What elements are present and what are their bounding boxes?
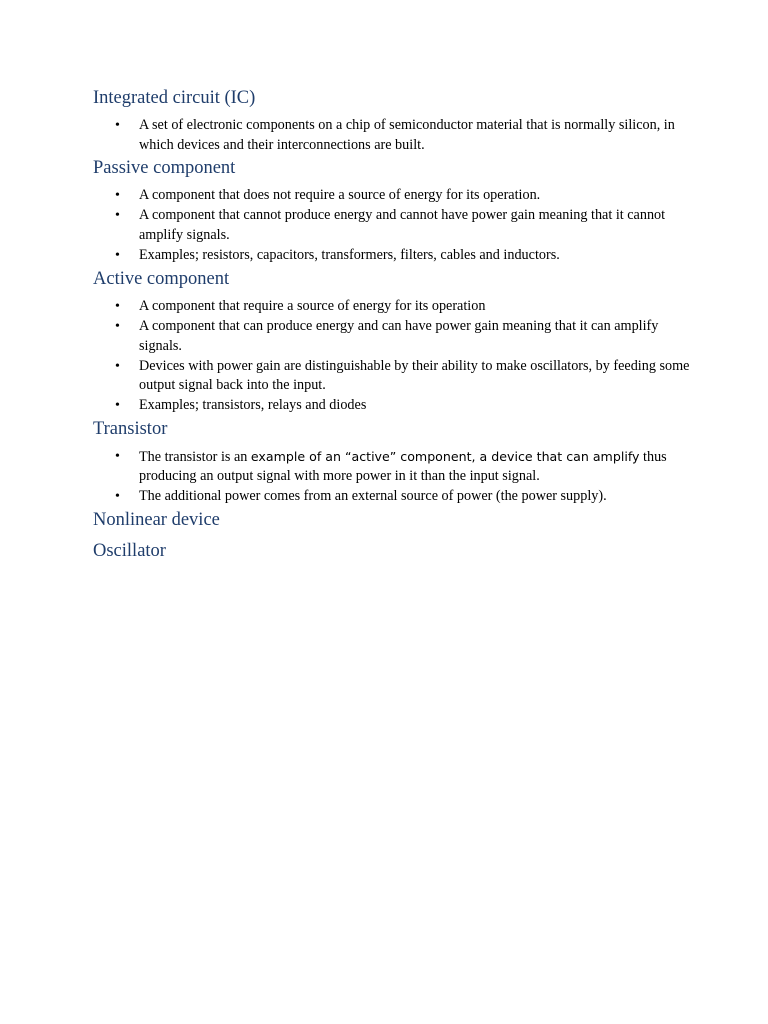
- list-item-text-part: The transistor is an: [139, 448, 251, 465]
- list-item: [93, 396, 693, 416]
- list-item-text: [139, 449, 667, 485]
- bullet-marker: •: [115, 319, 120, 334]
- heading-active-component: Active component: [93, 269, 230, 289]
- list-item: [93, 487, 693, 507]
- list-item: [93, 317, 693, 356]
- section-passive-component: [93, 156, 693, 265]
- section-integrated-circuit: [93, 86, 693, 155]
- list-item-text: A set of electronic components on a chip of semiconductor material that is normally silicon, in which devices and their interconnections are built.: [139, 117, 675, 153]
- list-item-text: Examples; resistors, capacitors, transformers, filters, cables and inductors.: [139, 246, 560, 263]
- heading-nonlinear-device: Nonlinear device: [93, 509, 220, 530]
- list-item-text-quoted-part: example of an “active” component, a device that can amplify: [250, 448, 640, 464]
- heading-integrated-circuit: Integrated circuit (IC): [93, 88, 256, 108]
- heading-oscillator: Oscillator: [93, 540, 166, 561]
- section-nonlinear-device: [93, 508, 693, 532]
- bullet-list: [93, 186, 693, 265]
- bullet-marker: •: [115, 118, 120, 133]
- heading-transistor: Transistor: [93, 418, 168, 439]
- list-item-text: A component that cannot produce energy and cannot have power gain meaning that it cannot amplify signals.: [139, 207, 666, 243]
- list-item-text: A component that can produce energy and can have power gain meaning that it can amplify signals.: [139, 318, 659, 354]
- list-item: [93, 357, 693, 396]
- list-item: [93, 246, 693, 266]
- bullet-marker: •: [115, 358, 120, 374]
- section-transistor: [93, 417, 693, 507]
- list-item-text: A component that require a source of energy for its operation: [139, 298, 486, 314]
- bullet-marker: •: [115, 448, 120, 464]
- list-item: [93, 447, 693, 487]
- bullet-list: [93, 447, 693, 507]
- bullet-marker: •: [115, 208, 120, 223]
- list-item-text: A component that does not require a source of energy for its operation.: [139, 187, 541, 203]
- list-item: [93, 186, 693, 206]
- bullet-marker: •: [115, 299, 120, 314]
- section-oscillator: [93, 539, 693, 563]
- list-item: [93, 297, 693, 317]
- bullet-marker: •: [115, 489, 120, 504]
- bullet-marker: •: [115, 247, 120, 263]
- bullet-marker: •: [115, 188, 120, 203]
- list-item: [93, 116, 693, 155]
- list-item-text: The additional power comes from an external source of power (the power supply).: [139, 488, 607, 504]
- list-item-text: Devices with power gain are distinguishable by their ability to make oscillators, by feeding some output signal back into the input.: [139, 357, 690, 393]
- bullet-list: [93, 297, 693, 416]
- list-item-text: Examples; transistors, relays and diodes: [139, 397, 367, 413]
- bullet-list: [93, 116, 693, 155]
- heading-passive-component: Passive component: [93, 158, 236, 178]
- list-item-text-part: thus producing an output signal with more power in it than the input signal.: [139, 448, 667, 484]
- section-active-component: [93, 267, 693, 416]
- document-page: [93, 86, 693, 563]
- bullet-marker: •: [115, 398, 120, 413]
- list-item: [93, 206, 693, 245]
